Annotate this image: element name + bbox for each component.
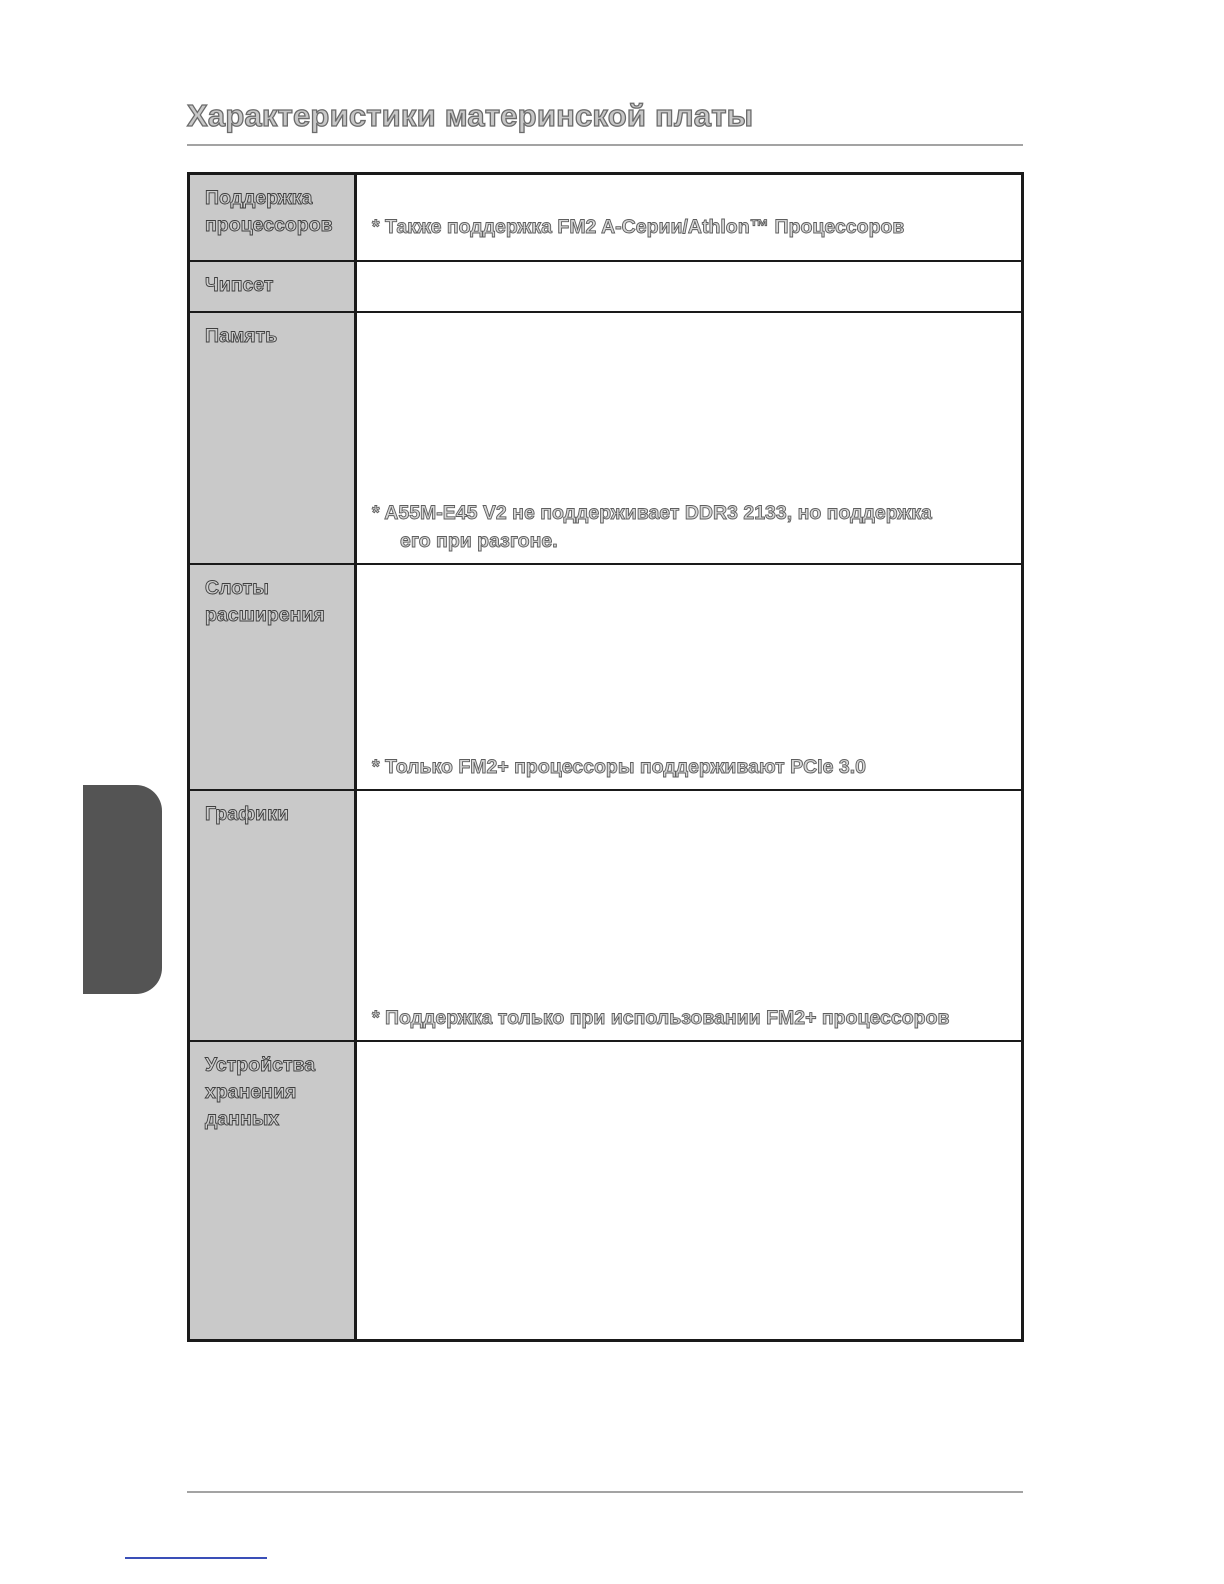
memory-note-line-1: * A55M-E45 V2 не поддерживает DDR3 2133, но поддержка <box>372 502 932 524</box>
bottom-link-underline[interactable] <box>125 1557 267 1559</box>
graphics-note: * Поддержка только при использовании FM2+ процессоров <box>372 1007 950 1029</box>
spec-row-memory <box>190 313 1021 565</box>
row-label-graphics: Графики <box>205 803 289 825</box>
section-side-tab <box>83 785 162 994</box>
page-title: Характеристики материнской платы <box>187 98 754 133</box>
spec-row-expansion <box>190 565 1021 791</box>
row-label-cell <box>190 313 357 563</box>
row-label-chipset: Чипсет <box>205 274 274 296</box>
spec-row-storage <box>190 1042 1021 1339</box>
memory-note-line-2: его при разгоне. <box>400 530 558 552</box>
expansion-note: * Только FM2+ процессоры поддерживают PCIe 3.0 <box>372 756 866 778</box>
title-divider <box>187 144 1023 146</box>
row-content-chipset <box>357 262 1021 311</box>
footer-divider <box>187 1491 1023 1493</box>
spec-row-graphics <box>190 791 1021 1042</box>
row-label-cell <box>190 791 357 1040</box>
row-label-cell <box>190 175 357 260</box>
row-content-cpu <box>357 175 1021 260</box>
row-label-cell <box>190 262 357 311</box>
row-content-memory <box>357 313 1021 563</box>
spec-row-chipset <box>190 262 1021 313</box>
row-label-cell <box>190 565 357 789</box>
row-label-storage: Устройства хранения данных <box>205 1054 316 1130</box>
memory-note <box>372 499 932 555</box>
row-label-expansion: Слоты расширения <box>205 577 325 626</box>
spec-table <box>187 172 1024 1342</box>
cpu-note: * Также поддержка FM2 A-Серии/Athlon™ Процессоров <box>372 216 905 238</box>
row-content-storage <box>357 1042 1021 1339</box>
row-label-cell <box>190 1042 357 1339</box>
row-content-expansion <box>357 565 1021 789</box>
spec-row-cpu <box>190 175 1021 262</box>
row-content-graphics <box>357 791 1021 1040</box>
row-label-cpu: Поддержка процессоров <box>205 187 333 236</box>
row-label-memory: Память <box>205 325 278 347</box>
